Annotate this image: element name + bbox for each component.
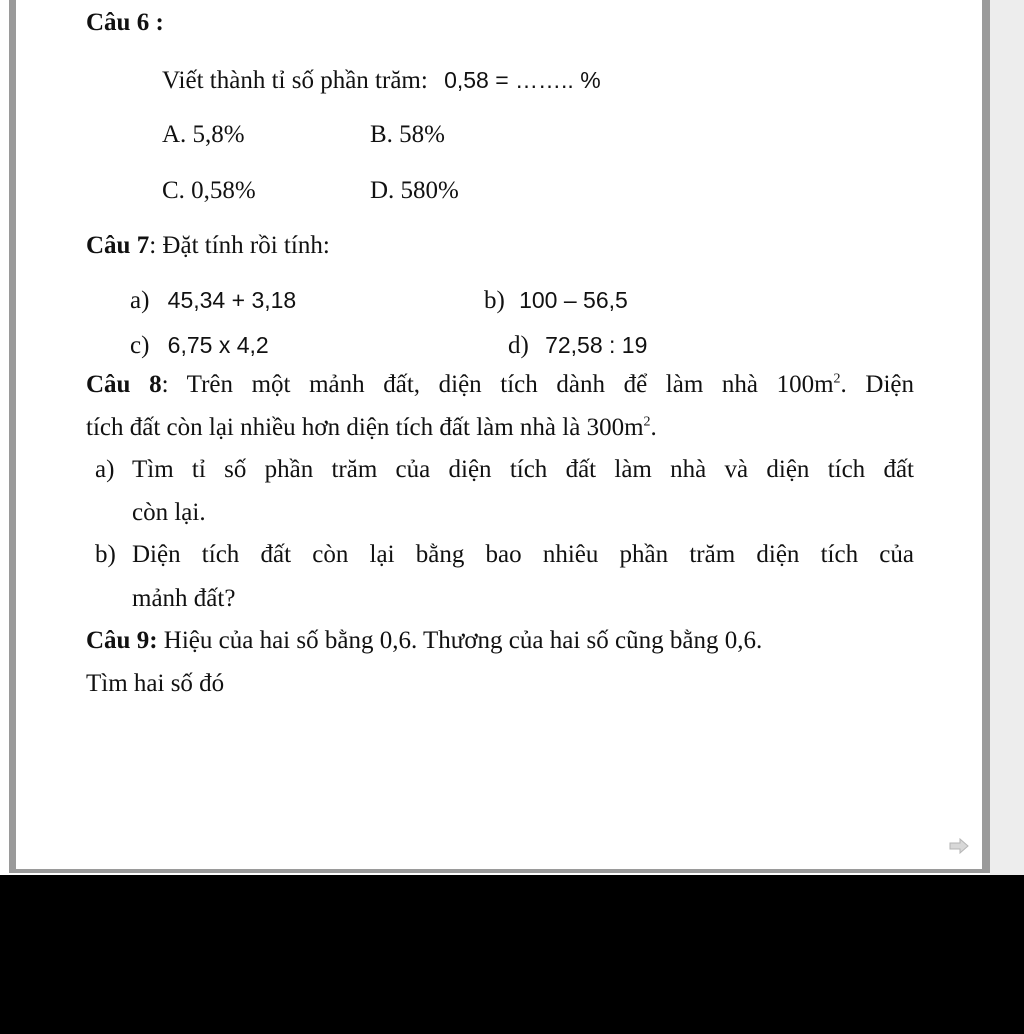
bottom-border [9, 869, 990, 873]
q6-expression: 0,58 = …….. % [444, 67, 601, 93]
q8-b-line-1 [132, 540, 914, 570]
q6-option-a: A. 5,8% [162, 121, 245, 148]
letterbox-black-area [0, 875, 1024, 1034]
q8-a-line-1 [132, 455, 914, 485]
q9-line-1 [86, 626, 762, 656]
q8-line2-sup: 2 [643, 414, 651, 430]
q7-b-label: b) [484, 287, 505, 314]
q9-heading: Câu 9: [86, 627, 158, 654]
q9-line1-text: Hiệu của hai số bằng 0,6. Thương của hai số cũng bằng 0,6. [157, 627, 763, 654]
q8-b-line-2: mảnh đất? [132, 585, 236, 612]
q8-b-line1-text: Diện tích đất còn lại bằng bao nhiêu phần trăm diện tích của [132, 541, 914, 568]
q8-line2-text: tích đất còn lại nhiều hơn diện tích đất làm nhà là 300m [86, 414, 644, 441]
right-border [982, 0, 990, 873]
q8-a-line1-text: Tìm tỉ số phần trăm của diện tích đất làm nhà và diện tích đất [132, 456, 914, 483]
q7-c-label: c) [130, 332, 150, 359]
q7-part-c [130, 330, 269, 361]
q8-a-line-2: còn lại. [132, 499, 206, 526]
q8-line-2 [86, 413, 657, 443]
q9-line-2: Tìm hai số đó [86, 670, 225, 697]
q7-c-expression: 6,75 x 4,2 [167, 332, 269, 358]
right-margin [990, 0, 1024, 875]
q7-d-label: d) [508, 332, 529, 359]
q7-part-d [508, 330, 647, 361]
q7-part-a [130, 285, 296, 316]
q8-line1-end: . Diện [840, 371, 914, 398]
q6-option-d: D. 580% [370, 177, 459, 204]
q8-line1-text: : Trên một mảnh đất, diện tích dành để làm nhà 100m [161, 371, 834, 398]
q8-line1-sup: 2 [833, 371, 841, 387]
q6-option-b: B. 58% [370, 121, 445, 148]
q7-a-label: a) [130, 287, 150, 314]
q6-prompt-text: Viết thành tỉ số phần trăm: [162, 67, 428, 94]
q6-prompt [162, 65, 601, 96]
q8-a-label: a) [95, 456, 115, 483]
q7-b-expression: 100 – 56,5 [519, 287, 628, 313]
q6-heading: Câu 6 : [86, 9, 164, 36]
q7-part-b [484, 285, 628, 316]
q6-option-c: C. 0,58% [162, 177, 256, 204]
q7-d-expression: 72,58 : 19 [545, 332, 648, 358]
arrow-right-icon[interactable] [948, 838, 970, 854]
q8-line2-end: . [650, 414, 657, 441]
q7-heading: Câu 7 [86, 232, 150, 259]
q8-heading: Câu 8 [86, 371, 162, 398]
q8-b-label: b) [95, 541, 116, 568]
q7-heading-line [86, 231, 330, 261]
left-border [9, 0, 16, 873]
q7-prompt: : Đặt tính rồi tính: [149, 232, 330, 259]
q7-a-expression: 45,34 + 3,18 [167, 287, 297, 313]
q8-line-1 [86, 370, 914, 400]
